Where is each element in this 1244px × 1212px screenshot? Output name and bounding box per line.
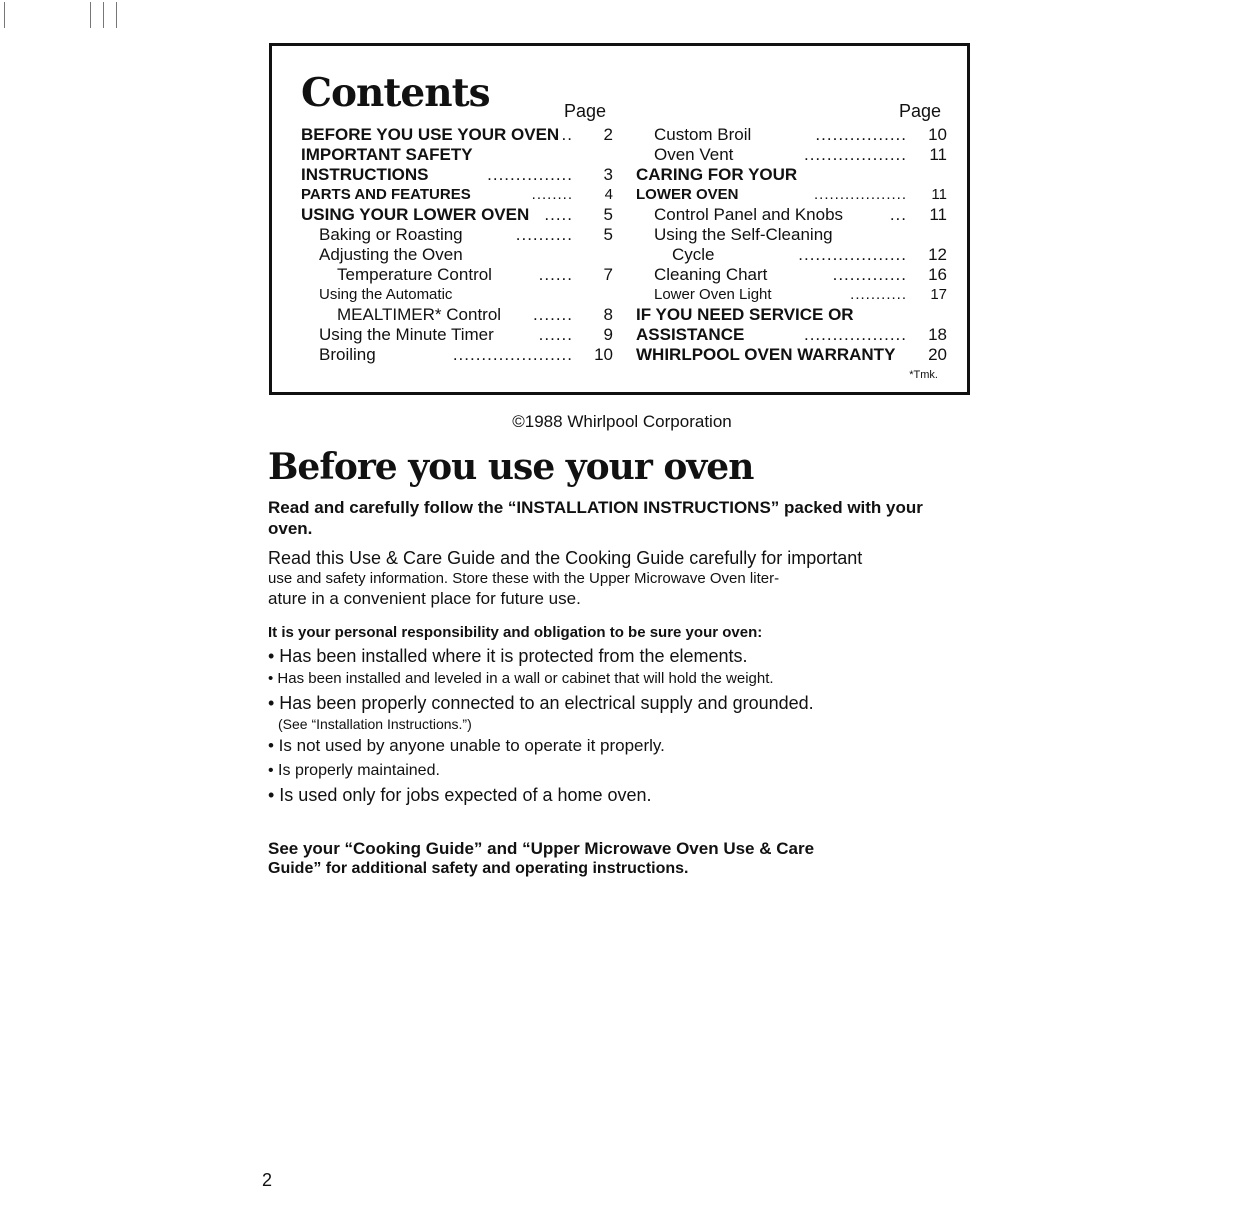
toc-page-number: 7: [603, 265, 613, 284]
page-column-heading-right: Page: [899, 101, 942, 121]
trademark-note: *Tmk.: [909, 369, 938, 381]
toc-entry: [636, 205, 947, 225]
toc-entry: [636, 145, 947, 165]
toc-leader-dots: ...........: [850, 286, 907, 303]
toc-page-number: 18: [928, 325, 947, 344]
toc-page-number: 17: [930, 286, 947, 303]
toc-entry: [636, 305, 947, 325]
toc-label: Baking or Roasting: [319, 225, 463, 244]
toc-page-number: 12: [928, 245, 947, 264]
copyright-line: ©1988 Whirlpool Corporation: [512, 412, 732, 431]
toc-entry: [636, 225, 947, 245]
toc-entry: [301, 285, 613, 305]
toc-leader-dots: .......: [532, 305, 573, 324]
toc-label: Using the Minute Timer: [319, 325, 494, 344]
toc-page-number: 11: [931, 186, 947, 203]
toc-page-number: 3: [603, 165, 613, 184]
toc-leader-dots: .....: [544, 205, 573, 224]
toc-entry: [636, 165, 947, 185]
contents-right-column: [636, 125, 947, 365]
toc-leader-dots: ................: [815, 125, 907, 144]
toc-leader-dots: ......: [538, 265, 573, 284]
toc-entry: [636, 265, 947, 285]
toc-page-number: 11: [929, 205, 947, 224]
toc-leader-dots: ..................: [803, 145, 907, 164]
list-item: • Has been properly connected to an electrical supply and grounded.: [268, 693, 814, 713]
toc-label: Cleaning Chart: [654, 265, 768, 284]
toc-label: LOWER OVEN: [636, 186, 739, 203]
toc-leader-dots: ..................: [803, 325, 907, 344]
responsibility-heading: It is your personal responsibility and obligation to be sure your oven:: [268, 624, 763, 641]
toc-page-number: 10: [594, 345, 613, 364]
toc-leader-dots: ...............: [487, 165, 573, 184]
toc-entry: [301, 245, 613, 265]
page-number: 2: [262, 1170, 273, 1190]
toc-page-number: 10: [928, 125, 947, 144]
toc-label: PARTS AND FEATURES: [301, 186, 471, 203]
toc-leader-dots: ...: [889, 205, 907, 224]
scan-edge-marks: [0, 0, 130, 30]
toc-page-number: 5: [603, 225, 613, 244]
toc-entry: [636, 245, 947, 265]
list-item: • Is properly maintained.: [268, 762, 440, 779]
toc-label: BEFORE YOU USE YOUR OVEN: [301, 125, 560, 144]
toc-entry: [301, 265, 613, 285]
toc-label: Custom Broil: [654, 125, 752, 144]
see-also-line-1: See your “Cooking Guide” and “Upper Microwave Oven Use & Care: [268, 839, 815, 858]
toc-page-number: 20: [928, 345, 947, 364]
responsibility-list: [268, 645, 968, 807]
guide-line-3: ature in a convenient place for future use.: [268, 589, 581, 608]
toc-entry: [636, 345, 947, 365]
see-also-line-2: Guide” for additional safety and operating instructions.: [268, 860, 689, 877]
toc-label: IMPORTANT SAFETY: [301, 145, 473, 164]
toc-label: INSTRUCTIONS: [301, 165, 429, 184]
page-column-heading-left: Page: [564, 101, 607, 121]
guide-line-2: use and safety information. Store these with the Upper Microwave Oven liter-: [268, 570, 780, 587]
toc-page-number: 16: [928, 265, 947, 284]
toc-label: WHIRLPOOL OVEN WARRANTY: [636, 345, 896, 364]
toc-label: Control Panel and Knobs: [654, 205, 844, 224]
toc-label: Using the Self-Cleaning: [654, 225, 833, 244]
toc-entry: [636, 325, 947, 345]
toc-label: Adjusting the Oven: [319, 245, 463, 264]
toc-leader-dots: ........: [531, 186, 573, 203]
toc-entry: [301, 125, 613, 145]
toc-leader-dots: ..: [561, 125, 573, 144]
contents-left-column: [301, 125, 613, 365]
toc-label: USING YOUR LOWER OVEN: [301, 205, 530, 224]
toc-page-number: 2: [603, 125, 613, 144]
toc-label: IF YOU NEED SERVICE OR: [636, 305, 854, 324]
guide-line-1: Read this Use & Care Guide and the Cooking Guide carefully for important: [268, 548, 863, 568]
toc-leader-dots: ..........: [515, 225, 573, 244]
toc-page-number: 9: [603, 325, 613, 344]
toc-entry: [636, 185, 947, 205]
toc-entry: [301, 145, 613, 165]
section-title: Before you use your oven: [268, 446, 754, 488]
toc-entry: [636, 125, 947, 145]
toc-label: Oven Vent: [654, 145, 734, 164]
contents-box: [269, 43, 970, 395]
toc-label: Using the Automatic: [319, 286, 453, 303]
toc-page-number: 11: [929, 145, 947, 164]
toc-leader-dots: .............: [832, 265, 907, 284]
toc-entry: [301, 225, 613, 245]
list-item: • Is not used by anyone unable to operate it properly.: [268, 736, 665, 755]
toc-entry: [636, 285, 947, 305]
toc-label: MEALTIMER* Control: [337, 305, 502, 324]
toc-leader-dots: ......: [538, 325, 573, 344]
installation-note: Read and carefully follow the “INSTALLATION INSTRUCTIONS” packed with your oven.: [268, 498, 923, 538]
toc-label: Cycle: [672, 245, 715, 264]
toc-label: Temperature Control: [337, 265, 492, 284]
toc-page-number: 4: [604, 186, 613, 203]
toc-entry: [301, 325, 613, 345]
toc-leader-dots: ...................: [798, 245, 907, 264]
list-item: • Is used only for jobs expected of a home oven.: [268, 785, 652, 805]
toc-label: Broiling: [319, 345, 376, 364]
toc-entry: [301, 305, 613, 325]
toc-label: Lower Oven Light: [654, 286, 772, 303]
contents-title: Contents: [301, 70, 490, 116]
list-item: • Has been installed and leveled in a wall or cabinet that will hold the weight.: [268, 670, 774, 687]
toc-page-number: 5: [603, 205, 613, 224]
toc-page-number: 8: [603, 305, 613, 324]
toc-leader-dots: .....................: [452, 345, 573, 364]
toc-entry: [301, 345, 613, 365]
list-item: • Has been installed where it is protected from the elements.: [268, 646, 748, 666]
toc-entry: [301, 165, 613, 185]
toc-label: ASSISTANCE: [636, 325, 745, 344]
toc-entry: [301, 205, 613, 225]
toc-label: CARING FOR YOUR: [636, 165, 798, 184]
toc-leader-dots: ..................: [813, 186, 907, 203]
toc-entry: [301, 185, 613, 205]
list-item-note: (See “Installation Instructions.”): [278, 716, 472, 732]
